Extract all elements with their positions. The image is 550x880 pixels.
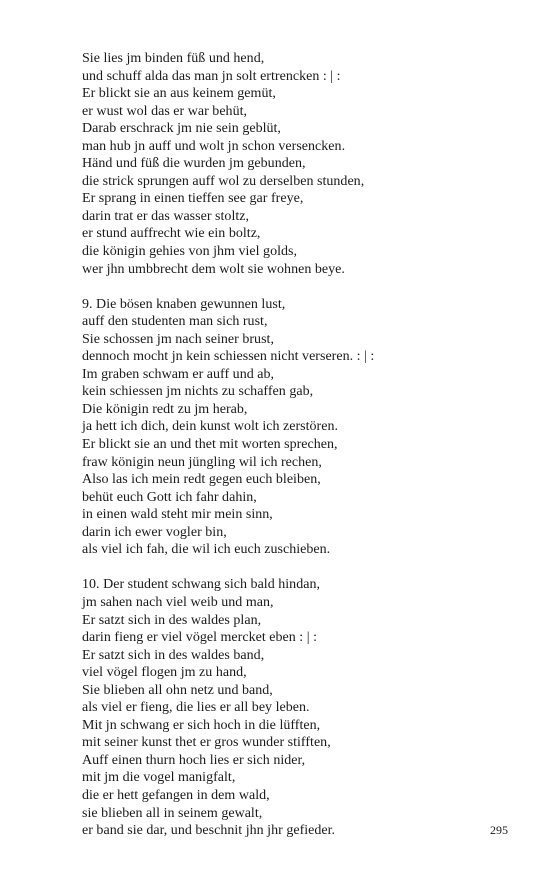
verse-line: und schuff alda das man jn solt ertrencken : | :	[82, 68, 341, 84]
verse-line: jm sahen nach viel weib und man,	[82, 594, 274, 610]
page-number: 295	[490, 823, 508, 837]
verse-line: darin trat er das wasser stoltz,	[82, 208, 250, 224]
stanza-9	[82, 296, 522, 559]
verse-line: Er satzt sich in des waldes band,	[82, 647, 265, 663]
verse-line: darin fieng er viel vögel mercket eben : | :	[82, 630, 317, 646]
verse-line: viel vögel flogen jm zu hand,	[82, 665, 247, 681]
verse-line: mit seiner kunst thet er gros wunder stifften,	[82, 735, 331, 751]
stanza-1	[82, 50, 522, 278]
verse-line: er wust wol das er war behüt,	[82, 103, 248, 119]
verse-line: er band sie dar, und beschnit jhn jhr gefieder.	[82, 823, 336, 839]
verse-line: Er blickt sie an und thet mit worten sprechen,	[82, 437, 338, 453]
verse-line: man hub jn auff und wolt jn schon versencken.	[82, 138, 346, 154]
verse-line: Er sprang in einen tieffen see gar freye,	[82, 191, 304, 207]
verse-line: Sie blieben all ohn netz und band,	[82, 682, 273, 698]
verse-line: Also las ich mein redt gegen euch bleiben,	[82, 472, 321, 488]
verse-line: darin ich ewer vogler bin,	[82, 524, 227, 540]
verse-line: wer jhn umbbrecht dem wolt sie wohnen beye.	[82, 261, 345, 277]
verse-line: als viel ich fah, die wil ich euch zuschieben.	[82, 542, 331, 558]
verse-line: Händ und füß die wurden jm gebunden,	[82, 156, 306, 172]
verse-line: Die königin redt zu jm herab,	[82, 401, 248, 417]
verse-line: er stund auffrecht wie ein boltz,	[82, 226, 261, 242]
verse-line: Mit jn schwang er sich hoch in die lüfften,	[82, 717, 321, 733]
verse-line: Auff einen thurn hoch lies er sich nider,	[82, 752, 306, 768]
verse-line: die königin gehies von jhm viel golds,	[82, 244, 298, 260]
verse-line: die er hett gefangen in dem wald,	[82, 787, 270, 803]
verse-line: die strick sprungen auff wol zu derselben stunden,	[82, 173, 365, 189]
verse-line: ja hett ich dich, dein kunst wolt ich zerstören.	[82, 419, 339, 435]
verse-line: 10. Der student schwang sich bald hindan,	[82, 577, 320, 593]
verse-line: mit jm die vogel manigfalt,	[82, 770, 236, 786]
verse-line: fraw königin neun jüngling wil ich rechen,	[82, 454, 322, 470]
verse-line: kein schiessen jm nichts zu schaffen gab,	[82, 384, 314, 400]
verse-line: Sie lies jm binden füß und hend,	[82, 51, 265, 66]
verse-line: auff den studenten man sich rust,	[82, 314, 268, 330]
stanza-10	[82, 576, 522, 839]
poem-text	[82, 50, 522, 857]
verse-line: 9. Die bösen knaben gewunnen lust,	[82, 296, 286, 312]
verse-line: sie blieben all in seinem gewalt,	[82, 805, 263, 821]
verse-line: Sie schossen jm nach seiner brust,	[82, 331, 274, 347]
verse-line: Er satzt sich in des waldes plan,	[82, 612, 262, 628]
verse-line: Im graben schwam er auff und ab,	[82, 366, 275, 382]
verse-line: behüt euch Gott ich fahr dahin,	[82, 489, 257, 505]
verse-line: dennoch mocht jn kein schiessen nicht verseren. : | :	[82, 349, 375, 365]
verse-line: in einen wald steht mir mein sinn,	[82, 507, 273, 523]
verse-line: Er blickt sie an aus keinem gemüt,	[82, 86, 276, 102]
verse-line: Darab erschrack jm nie sein geblüt,	[82, 121, 281, 137]
verse-line: als viel er fieng, die lies er all bey leben.	[82, 700, 310, 716]
